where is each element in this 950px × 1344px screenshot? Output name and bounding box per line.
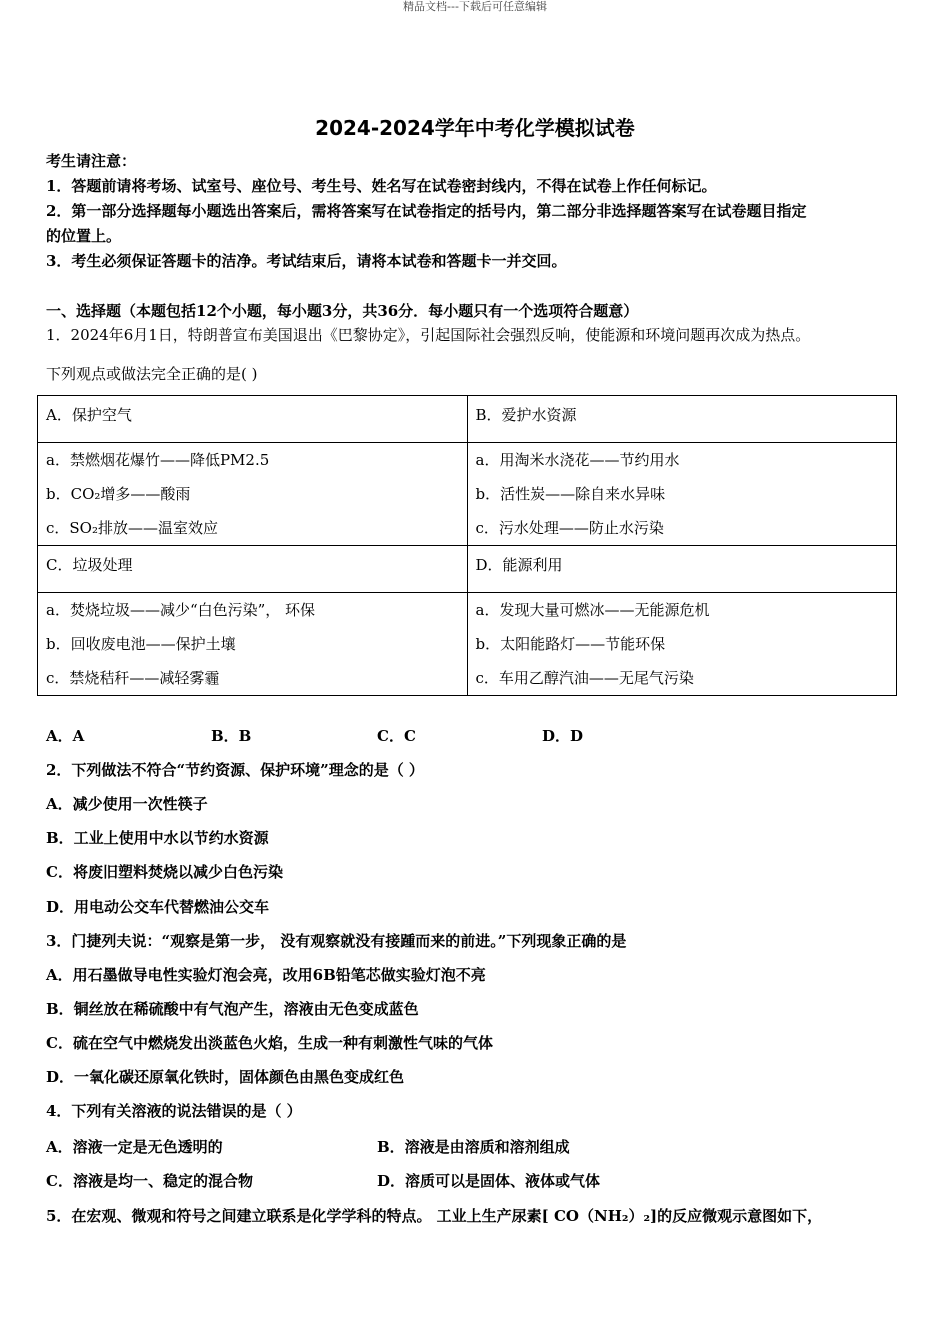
cell-item: c．禁烧秸秆——减轻雾霾 (46, 669, 220, 687)
q3-option-d: D．一氧化碳还原氧化铁时，固体颜色由黑色变成红色 (46, 1068, 405, 1086)
q4-option-a: A．溶液一定是无色透明的 (46, 1138, 223, 1156)
cell-item: b．回收废电池——保护土壤 (46, 635, 236, 653)
q5-stem: 5．在宏观、微观和符号之间建立联系是化学学科的特点。 工业上生产尿素[ CO（NH₂）₂]的反应微观示意图如下， (46, 1207, 823, 1225)
cell-c-items (38, 593, 468, 696)
cell-item: b．太阳能路灯——节能环保 (475, 635, 666, 653)
cell-d-head: D．能源利用 (467, 546, 897, 593)
cell-item: a．发现大量可燃冰——无能源危机 (475, 601, 710, 619)
notice-item: 1．答题前请将考场、试室号、座位号、考生号、姓名写在试卷密封线内，不得在试卷上作任何标记。 (46, 177, 717, 195)
cell-item: c．车用乙醇汽油——无尾气污染 (475, 669, 694, 687)
q3-option-c: C．硫在空气中燃烧发出淡蓝色火焰，生成一种有刺激性气味的气体 (46, 1034, 493, 1052)
q3-option-b: B．铜丝放在稀硫酸中有气泡产生，溶液由无色变成蓝色 (46, 1000, 419, 1018)
q1-option-a: A．A (46, 727, 85, 745)
q3-option-a: A．用石墨做导电性实验灯泡会亮，改用6B铅笔芯做实验灯泡不亮 (46, 966, 486, 984)
notice-item: 的位置上。 (46, 227, 122, 245)
q4-option-d: D．溶质可以是固体、液体或气体 (377, 1172, 601, 1190)
q1-stem-2: 下列观点或做法完全正确的是( ) (46, 365, 258, 383)
cell-a-items (38, 443, 468, 546)
cell-d-items (467, 593, 897, 696)
q1-table (37, 395, 897, 696)
q4-option-b: B．溶液是由溶质和溶剂组成 (377, 1138, 570, 1156)
q2-option-a: A．减少使用一次性筷子 (46, 795, 208, 813)
cell-item: c．SO₂排放——温室效应 (46, 519, 218, 537)
section-heading: 一、选择题（本题包括12个小题，每小题3分，共36分．每小题只有一个选项符合题意） (46, 302, 639, 320)
q1-option-b: B．B (211, 727, 252, 745)
cell-item: a．禁燃烟花爆竹——降低PM2.5 (46, 451, 270, 469)
q4-option-c: C．溶液是均一、稳定的混合物 (46, 1172, 253, 1190)
notice-heading: 考生请注意： (46, 152, 137, 170)
cell-b-items (467, 443, 897, 546)
cell-item: b．CO₂增多——酸雨 (46, 485, 191, 503)
notice-item: 3．考生必须保证答题卡的洁净。考试结束后，请将本试卷和答题卡一并交回。 (46, 252, 567, 270)
q1-option-c: C．C (377, 727, 416, 745)
cell-item: a．焚烧垃圾——减少“白色污染”， 环保 (46, 601, 316, 619)
q2-option-c: C．将废旧塑料焚烧以减少白色污染 (46, 863, 283, 881)
q2-stem: 2．下列做法不符合“节约资源、保护环境”理念的是（ ） (46, 761, 424, 779)
cell-b-head: B．爱护水资源 (467, 396, 897, 443)
page-title: 2024-2024学年中考化学模拟试卷 (315, 116, 635, 140)
page-header: 精品文档---下载后可任意编辑 (403, 0, 547, 13)
q1-stem: 1．2024年6月1日，特朗普宣布美国退出《巴黎协定》，引起国际社会强烈反响，使能源和环境问题再次成为热点。 (46, 326, 811, 344)
q1-option-d: D．D (542, 727, 584, 745)
cell-a-head: A．保护空气 (38, 396, 468, 443)
q3-stem: 3．门捷列夫说：“观察是第一步， 没有观察就没有接踵而来的前进。”下列现象正确的是 (46, 932, 627, 950)
q2-option-b: B．工业上使用中水以节约水资源 (46, 829, 269, 847)
q2-option-d: D．用电动公交车代替燃油公交车 (46, 898, 270, 916)
cell-item: c．污水处理——防止水污染 (475, 519, 664, 537)
notice-item: 2．第一部分选择题每小题选出答案后，需将答案写在试卷指定的括号内，第二部分非选择题答案写在试卷题目指定 (46, 202, 807, 220)
cell-item: a．用淘米水浇花——节约用水 (475, 451, 680, 469)
q4-stem: 4．下列有关溶液的说法错误的是（ ） (46, 1102, 302, 1120)
cell-item: b．活性炭——除自来水异味 (475, 485, 666, 503)
cell-c-head: C．垃圾处理 (38, 546, 468, 593)
